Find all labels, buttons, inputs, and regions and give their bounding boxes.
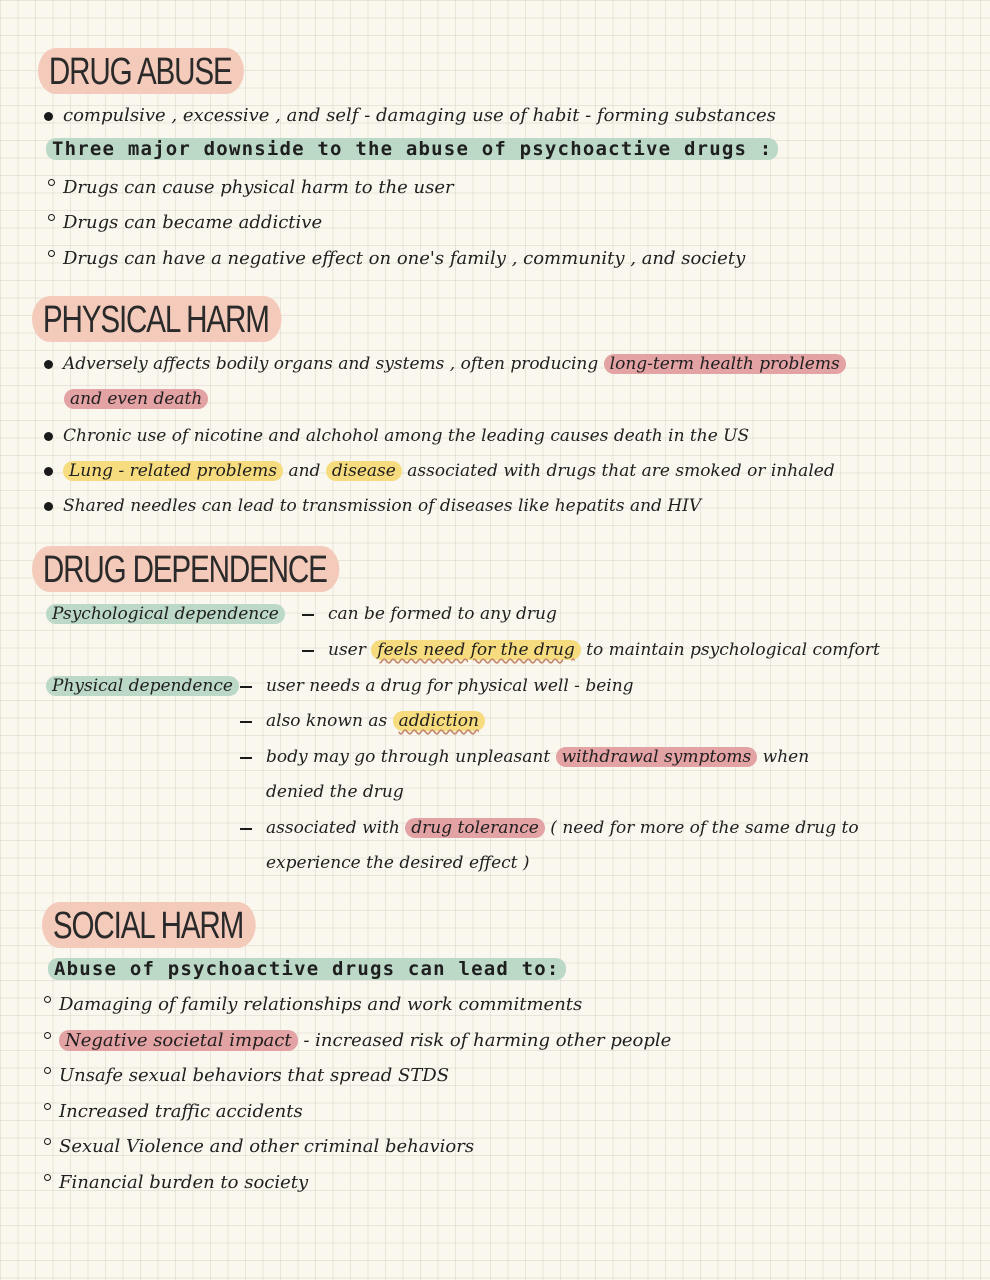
dash-icon (240, 757, 252, 759)
list-item: Sexual Violence and other criminal behaviors (44, 1135, 474, 1159)
dash-icon (240, 721, 252, 723)
circle-bullet-icon (44, 1174, 51, 1181)
circle-bullet-icon (48, 250, 55, 257)
list-item: Damaging of family relationships and work commitments (44, 993, 582, 1017)
list-item: Drugs can have a negative effect on one's family , community , and society (48, 247, 745, 271)
dash-icon (240, 686, 252, 688)
psychological-dependence-label: Psychological dependence (46, 602, 285, 626)
list-item: Unsafe sexual behaviors that spread STDS (44, 1064, 449, 1088)
phys-point-2: also known as addiction (240, 709, 485, 733)
phys-point-4: associated with drug tolerance ( need for more of the same drug to (240, 816, 859, 840)
circle-bullet-icon (48, 179, 55, 186)
bullet-adverse-effects: Adversely affects bodily organs and systems , often producing long-term health problems (44, 352, 846, 376)
bullet-shared-needles: Shared needles can lead to transmission of diseases like hepatits and HIV (44, 494, 701, 518)
list-item: Increased traffic accidents (44, 1100, 303, 1124)
bullet-adverse-effects-cont: and even death (64, 387, 208, 411)
list-item: Negative societal impact - increased risk of harming other people (44, 1029, 671, 1053)
circle-bullet-icon (44, 1103, 51, 1110)
definition-line: compulsive , excessive , and self - damaging use of habit - forming substances (44, 104, 776, 128)
section-title-drug-abuse: DRUG ABUSE (38, 48, 244, 94)
subheading-downsides: Three major downside to the abuse of psychoactive drugs : (46, 138, 778, 160)
circle-bullet-icon (44, 1067, 51, 1074)
physical-dependence-label: Physical dependence (46, 674, 239, 698)
dash-icon (240, 828, 252, 830)
list-item: Drugs can became addictive (48, 211, 322, 235)
bullet-icon (44, 432, 53, 441)
phys-point-3-cont: denied the drug (266, 782, 404, 802)
list-item: Financial burden to society (44, 1171, 308, 1195)
bullet-icon (44, 112, 53, 121)
section-title-drug-dependence: DRUG DEPENDENCE (32, 546, 339, 592)
psych-point-2: user feels need for the drug to maintain psychological comfort (302, 638, 880, 662)
section-title-physical-harm: PHYSICAL HARM (32, 296, 281, 342)
bullet-icon (44, 502, 53, 511)
section-title-social-harm: SOCIAL HARM (42, 902, 256, 948)
dash-icon (302, 650, 314, 652)
dash-icon (302, 614, 314, 616)
phys-point-3: body may go through unpleasant withdrawal symptoms when (240, 745, 809, 769)
bullet-chronic-use: Chronic use of nicotine and alchohol among the leading causes death in the US (44, 424, 749, 448)
circle-bullet-icon (44, 996, 51, 1003)
phys-point-4-cont: experience the desired effect ) (266, 853, 530, 873)
circle-bullet-icon (44, 1138, 51, 1145)
psych-point-1: can be formed to any drug (302, 602, 557, 626)
list-item: Drugs can cause physical harm to the user (48, 176, 454, 200)
circle-bullet-icon (48, 214, 55, 221)
bullet-lung-problems: Lung - related problems and disease associated with drugs that are smoked or inhaled (44, 459, 835, 483)
circle-bullet-icon (44, 1032, 51, 1039)
subheading-social: Abuse of psychoactive drugs can lead to: (48, 958, 566, 980)
bullet-icon (44, 467, 53, 476)
bullet-icon (44, 360, 53, 369)
phys-point-1: user needs a drug for physical well - being (240, 674, 634, 698)
